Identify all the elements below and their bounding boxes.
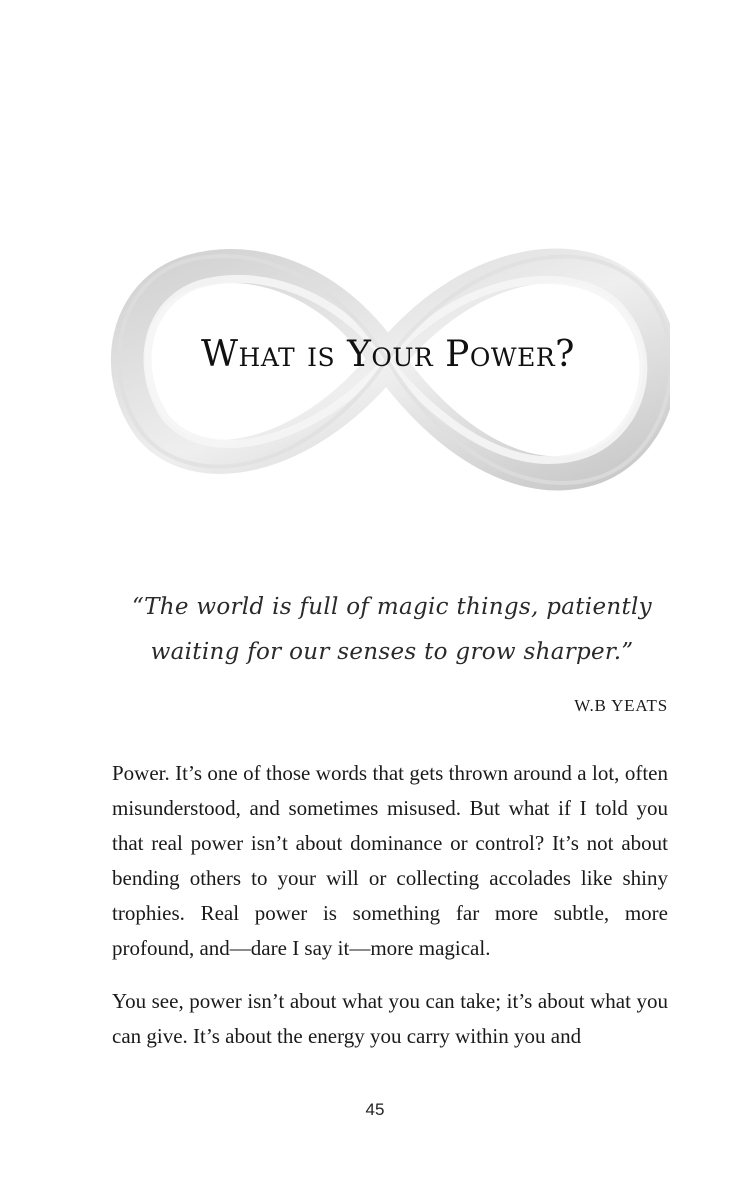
quote-author: W.B YEATS	[574, 696, 668, 715]
body-text	[112, 756, 668, 1072]
paragraph: Power. It’s one of those words that gets thrown around a lot, often misunderstood, and sometimes misused. But what if I told you that real power isn’t about dominance or control? It’s not about bending others to your will or collecting accolades like shiny trophies. Real power is something far more subtle, more profound, and—dare I say it—more magical.	[112, 761, 668, 960]
epigraph-quote: “The world is full of magic things, patiently waiting for our senses to grow sharper.”	[132, 594, 652, 665]
page-number: 45	[365, 1100, 385, 1119]
chapter-title: What is Your Power?	[201, 334, 575, 375]
paragraph: You see, power isn’t about what you can take; it’s about what you can give. It’s about the energy you carry within you and	[112, 989, 668, 1048]
